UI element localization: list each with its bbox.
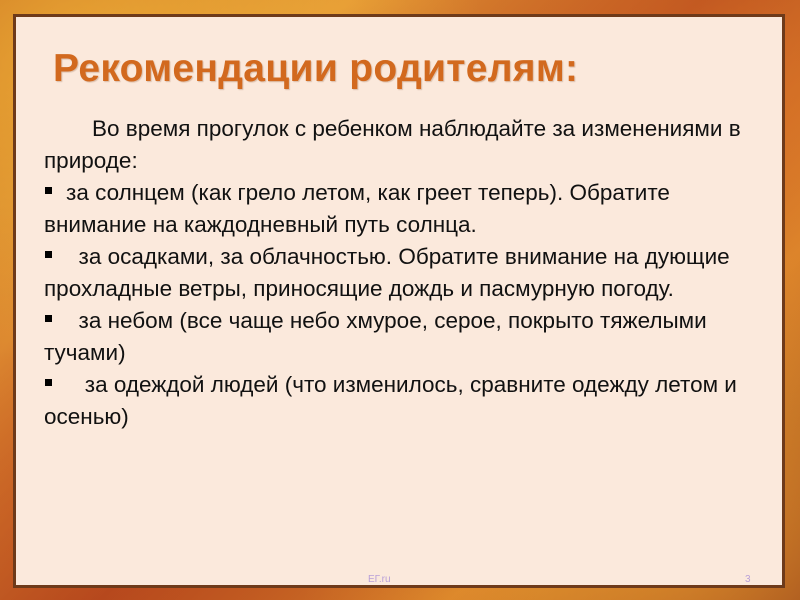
list-item [44, 369, 769, 433]
page-number: 3 [745, 574, 751, 585]
slide-title: Рекомендации родителям: [53, 47, 579, 90]
slide-panel [13, 14, 785, 588]
square-bullet-icon [45, 379, 52, 386]
list-item-text: за небом (все чаще небо хмурое, серое, покрыто тяжелыми тучами) [44, 308, 713, 365]
intro-paragraph: Во время прогулок с ребенком наблюдайте за изменениями в природе: [44, 116, 741, 173]
list-item [44, 305, 769, 369]
list-item-text: за осадками, за облачностью. Обратите внимание на дующие прохладные ветры, приносящие дождь и пасмурную погоду. [44, 244, 743, 301]
list-item-text: за одеждой людей (что изменилось, сравните одежду летом и осенью) [44, 372, 744, 429]
square-bullet-icon [45, 251, 52, 258]
square-bullet-icon [45, 187, 52, 194]
footer-site: ЕГ.ru [368, 574, 391, 585]
list-item [44, 241, 769, 305]
list-item-text: за солнцем (как грело летом, как греет теперь). Обратите внимание на каждодневный путь солнца. [44, 180, 677, 237]
square-bullet-icon [45, 315, 52, 322]
list-item [44, 177, 769, 241]
slide-body [44, 113, 769, 433]
